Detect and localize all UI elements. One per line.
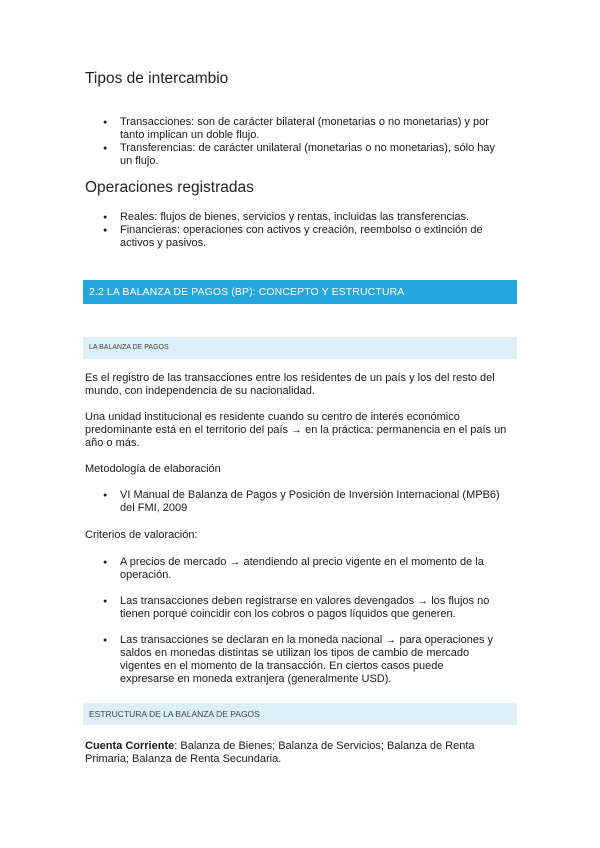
- criterios-list-3: [100, 634, 500, 686]
- operaciones-heading: Operaciones registradas: [85, 179, 254, 196]
- balanza-subheading: LA BALANZA DE PAGOS: [83, 337, 517, 359]
- list-item: ● Transacciones: son de carácter bilateral (monetarias o no monetarias) y por tanto implican un doble flujo.: [100, 116, 500, 142]
- resident-paragraph: Una unidad institucional es residente cuando su centro de interés económico predominante está en el territorio del país → en la práctica: permanencia en el país un año o más.: [85, 411, 507, 449]
- tipos-list: [100, 116, 500, 168]
- list-item: ● Las transacciones se declaran en la moneda nacional → para operaciones y saldos en monedas distintas se utilizan los tipos de cambio de mercado vigentes en el momento de la transacción. En ciertos casos puede expresarse en moneda extranjera (generalmente USD).: [100, 634, 500, 686]
- criterios-list-2: [100, 595, 500, 621]
- criterios-label: Criterios de valoración:: [85, 529, 198, 541]
- metodologia-list: [100, 489, 500, 515]
- list-item: ● Transferencias: de carácter unilateral (monetarias o no monetarias), sólo hay un flujo.: [100, 142, 500, 168]
- estructura-subheading: ESTRUCTURA DE LA BALANZA DE PAGOS: [83, 703, 517, 725]
- cuenta-corriente-text: : Balanza de Bienes; Balanza de Servicios; Balanza de Renta Primaria; Balanza de Renta Secundaria.: [85, 740, 475, 765]
- list-item: ● Reales: flujos de bienes, servicios y rentas, incluidas las transferencias.: [100, 211, 500, 224]
- list-item: ● A precios de mercado → atendiendo al precio vigente en el momento de la operación.: [100, 556, 500, 582]
- section-title-bar: 2.2 LA BALANZA DE PAGOS (BP): CONCEPTO Y ESTRUCTURA: [83, 280, 517, 304]
- cuenta-corriente-label: Cuenta Corriente: [85, 740, 175, 752]
- criterios-list-1: [100, 556, 500, 582]
- tipos-heading: Tipos de intercambio: [85, 70, 229, 87]
- list-item: ● VI Manual de Balanza de Pagos y Posición de Inversión Internacional (MPB6) del FMI, 2009: [100, 489, 500, 515]
- list-item: ● Las transacciones deben registrarse en valores devengados → los flujos no tienen porqué coincidir con los cobros o pagos líquidos que generen.: [100, 595, 500, 621]
- operaciones-list: [100, 211, 500, 250]
- cuenta-corriente-paragraph: [85, 740, 515, 766]
- definition-paragraph: Es el registro de las transacciones entre los residentes de un país y los del resto del mundo, con independencia de su nacionalidad.: [85, 372, 495, 397]
- list-item: ● Financieras: operaciones con activos y creación, reembolso o extinción de activos y pasivos.: [100, 224, 500, 250]
- metodologia-label: Metodología de elaboración: [85, 463, 221, 475]
